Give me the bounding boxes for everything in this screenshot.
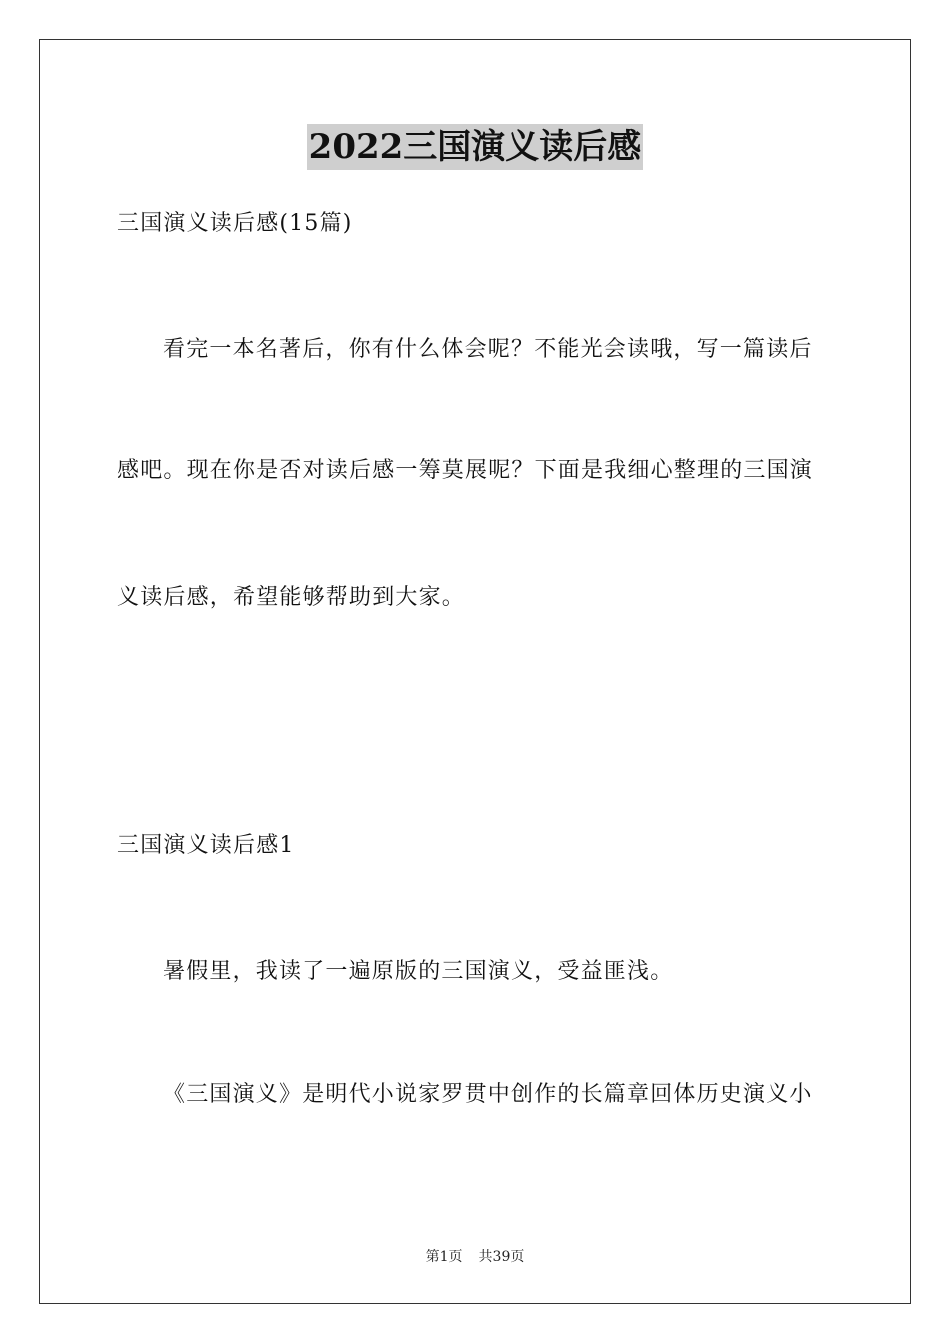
title-container	[0, 124, 950, 170]
document-subtitle: 三国演义读后感(15篇)	[117, 211, 353, 236]
document-title: 2022三国演义读后感	[307, 124, 644, 170]
intro-line-1: 看完一本名著后，你有什么体会呢？不能光会读哦，写一篇读后	[163, 337, 813, 362]
section-heading: 三国演义读后感1	[117, 833, 295, 858]
page-total: 共39页	[478, 1249, 525, 1265]
intro-line-3: 义读后感，希望能够帮助到大家。	[117, 585, 466, 610]
page-number: 第1页	[425, 1249, 463, 1265]
section-line-1: 暑假里，我读了一遍原版的三国演义，受益匪浅。	[163, 959, 674, 984]
page-footer	[0, 1248, 950, 1266]
section-line-2: 《三国演义》是明代小说家罗贯中创作的长篇章回体历史演义小	[163, 1082, 813, 1107]
intro-line-2: 感吧。现在你是否对读后感一筹莫展呢？下面是我细心整理的三国演	[117, 458, 814, 483]
